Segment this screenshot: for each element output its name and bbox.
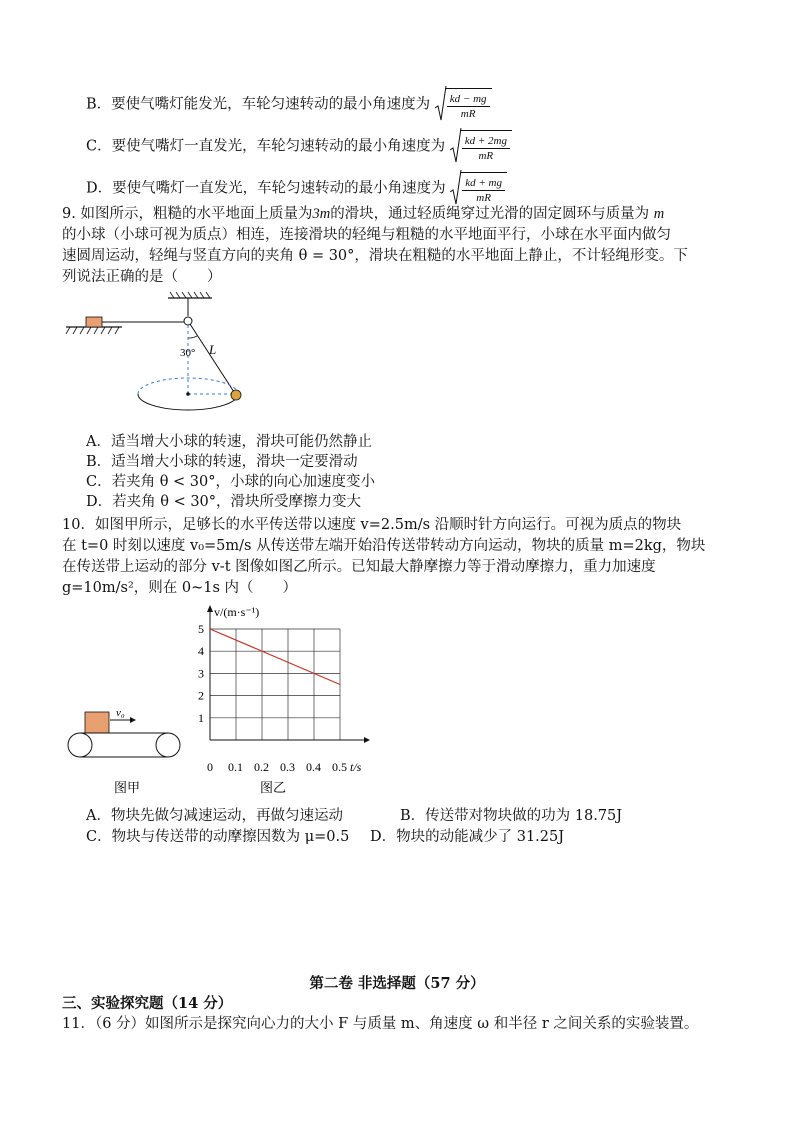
x-axis-arrow bbox=[364, 737, 370, 743]
y-tick-label: 3 bbox=[198, 666, 204, 681]
q9-option-b: B．适当增大小球的转速，滑块一定要滑动 bbox=[86, 454, 358, 470]
y-tick-label: 4 bbox=[198, 644, 204, 659]
y-tick-label: 1 bbox=[198, 710, 204, 725]
q9-option-d: D．若夹角 θ < 30°，滑块所受摩擦力变大 bbox=[86, 494, 362, 510]
q11-stem: 11．（6 分）如图所示是探究向心力的大小 F 与质量 m、角速度 ω 和半径 r 之间关系的实验装置。 bbox=[62, 1016, 699, 1032]
y-axis-arrow bbox=[207, 605, 213, 612]
x-tick-label: 0.1 bbox=[228, 760, 243, 774]
v0-label: v₀ bbox=[116, 707, 125, 719]
v0-arrow-head bbox=[130, 717, 136, 723]
chart-tick-labels bbox=[198, 622, 347, 774]
angle-label: 30° bbox=[180, 347, 196, 359]
q10-option-c: C．物块与传送带的动摩擦因数为 μ=0.5 bbox=[86, 829, 350, 845]
q9-stem-line-2: 的小球（小球可视为质点）相连，连接滑块的轻绳与粗糙的水平地面平行，小球在水平面内做匀 bbox=[62, 227, 671, 243]
right-roller bbox=[156, 733, 180, 757]
ceiling-hatch bbox=[170, 292, 210, 298]
fig-yi-caption: 图乙 bbox=[260, 780, 287, 795]
chart-axes bbox=[207, 605, 370, 743]
y-axis-label: v/(m·s⁻¹) bbox=[214, 605, 260, 619]
q8-option-d bbox=[86, 172, 505, 205]
fraction-numerator: kd − mg bbox=[447, 92, 490, 107]
fraction-numerator: kd + mg bbox=[462, 176, 505, 191]
section-3-heading: 三、实验探究题（14 分） bbox=[62, 995, 233, 1012]
fig-jia-caption: 图甲 bbox=[114, 780, 141, 795]
radical-sign-icon bbox=[450, 128, 462, 164]
series-line bbox=[210, 629, 340, 685]
q9-option-a: A．适当增大小球的转速，滑块可能仍然静止 bbox=[86, 434, 372, 450]
y-tick-label: 2 bbox=[198, 688, 204, 703]
q10-option-a: A．物块先做匀减速运动，再做匀速运动 bbox=[86, 808, 343, 824]
q8-option-d-text: D．要使气嘴灯一直发光，车轮匀速转动的最小角速度为 bbox=[86, 180, 446, 197]
x-tick-label: 0 bbox=[207, 760, 213, 774]
q10-stem-line-4: g=10m/s²，则在 0~1s 内（ ） bbox=[62, 580, 298, 596]
q9-option-c: C．若夹角 θ < 30°，小球的向心加速度变小 bbox=[86, 474, 376, 490]
q9-stem-line-3: 速圆周运动，轻绳与竖直方向的夹角 θ = 30°，滑块在粗糙的水平地面上静止，不计轻绳形变。下 bbox=[62, 248, 688, 264]
fraction-numerator: kd + 2mg bbox=[462, 134, 510, 149]
left-roller bbox=[68, 733, 92, 757]
mass-m: m bbox=[653, 206, 665, 222]
radical-sign-icon bbox=[435, 86, 447, 122]
q10-stem-line-3: 在传送带上运动的部分 v-t 图像如图乙所示。已知最大静摩擦力等于滑动摩擦力，重力加速度 bbox=[62, 559, 656, 575]
q9-stem-line-1: 9. 如图所示，粗糙的水平地面上质量为3m的滑块，通过轻质绳穿过光滑的固定圆环与质量为 m bbox=[62, 206, 665, 222]
figure-yi-vt-graph bbox=[190, 600, 390, 800]
block-on-belt bbox=[85, 712, 109, 733]
radical-sign-icon bbox=[450, 170, 462, 206]
q10-stem-line-1: 10．如图甲所示，足够长的水平传送带以速度 v=2.5m/s 沿顺时针方向运行。可视为质点的物块 bbox=[62, 517, 682, 533]
orbit-center bbox=[186, 392, 190, 396]
inclined-rope bbox=[190, 324, 234, 392]
q9-stem-line-4: 列说法正确的是（ ） bbox=[62, 269, 222, 285]
sqrt-expression bbox=[450, 130, 510, 163]
q10-stem-line-2: 在 t=0 时刻以速度 v₀=5m/s 从传送带左端开始沿传送带转动方向运动，物块的质量 m=2kg，物块 bbox=[62, 538, 706, 554]
mass-3m: 3m bbox=[312, 206, 331, 222]
q8-option-b bbox=[86, 88, 490, 121]
fixed-ring bbox=[184, 317, 192, 325]
sqrt-expression bbox=[450, 172, 505, 205]
part2-title: 第二卷 非选择题（57 分） bbox=[309, 975, 485, 992]
chart-grid bbox=[210, 629, 340, 740]
x-tick-label: 0.2 bbox=[254, 760, 269, 774]
q8-option-c bbox=[86, 130, 510, 163]
x-axis-label: t/s bbox=[350, 760, 362, 774]
fraction-denominator: mR bbox=[478, 150, 494, 162]
length-label: L bbox=[209, 342, 217, 357]
q8-option-c-text: C．要使气嘴灯一直发光，车轮匀速转动的最小角速度为 bbox=[86, 138, 446, 155]
q10-option-b: B．传送带对物块做的功为 18.75J bbox=[400, 808, 623, 824]
x-tick-label: 0.5 bbox=[332, 760, 347, 774]
x-tick-label: 0.4 bbox=[306, 760, 321, 774]
orbit-front bbox=[138, 394, 238, 410]
x-tick-label: 0.3 bbox=[280, 760, 295, 774]
figure-jia-conveyor bbox=[62, 700, 192, 800]
slider-block bbox=[86, 317, 102, 327]
y-tick-label: 5 bbox=[198, 622, 204, 636]
q8-option-b-text: B．要使气嘴灯能发光，车轮匀速转动的最小角速度为 bbox=[86, 96, 431, 113]
q9-figure-conical-pendulum bbox=[62, 290, 262, 430]
fraction-denominator: mR bbox=[476, 192, 491, 204]
angle-arc bbox=[188, 336, 197, 338]
fraction-denominator: mR bbox=[460, 108, 476, 120]
q10-option-d: D．物块的动能减少了 31.25J bbox=[370, 829, 565, 845]
ball bbox=[231, 390, 241, 400]
sqrt-expression bbox=[435, 88, 490, 121]
chart-series bbox=[210, 629, 340, 685]
ground-hatch bbox=[66, 327, 119, 334]
